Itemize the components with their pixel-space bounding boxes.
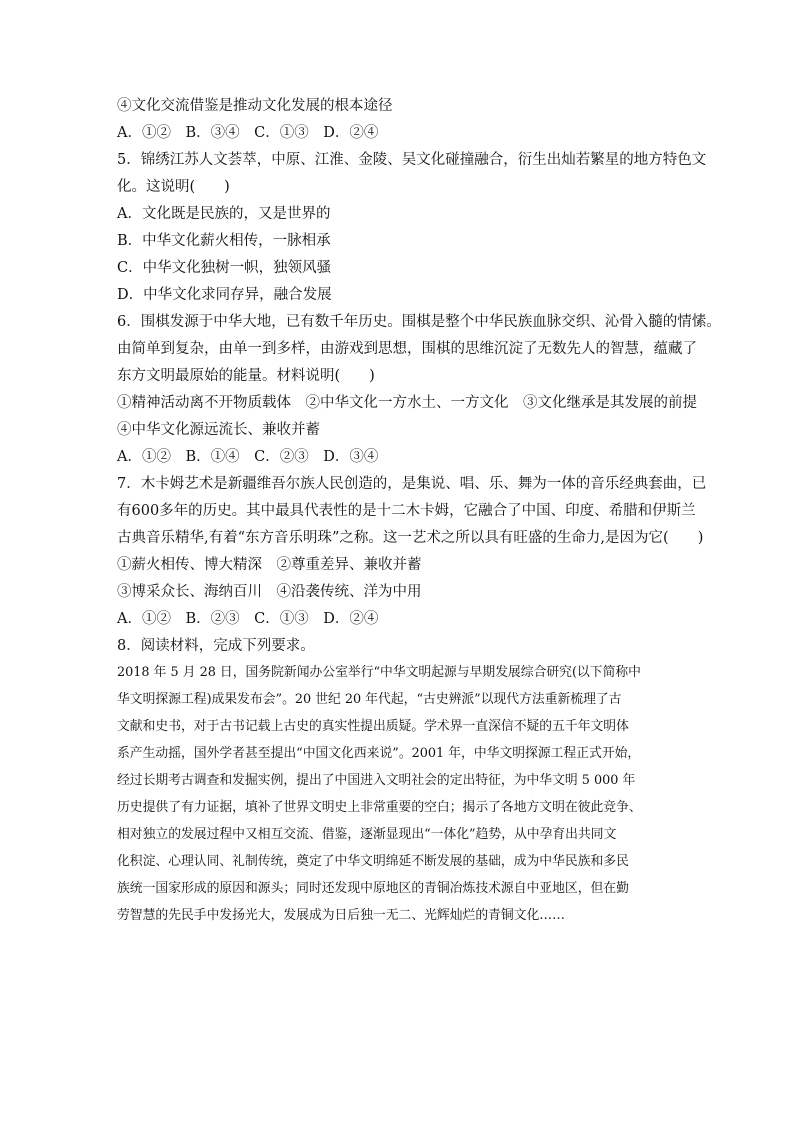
q5-choice-c: C．中华文化独树一帜，独领风骚 (117, 260, 332, 276)
q7-stem-line-3: 古典音乐精华,有着“东方音乐明珠”之称。这一艺术之所以具有旺盛的生命力,是因为它( ) (117, 530, 704, 546)
material-line-7: 相对独立的发展过程中又相互交流、借鉴，逐渐显现出“一体化”趋势，从中孕育出共同文 (117, 827, 617, 842)
material-line-3: 文献和史书，对于古书记载上古史的真实性提出质疑。学术界一直深信不疑的五千年文明体 (117, 719, 629, 734)
q6-option-4: ④中华文化源远流长、兼收并蓄 (117, 422, 320, 438)
q7-stem-line-2: 有600多年的历史。其中最具代表性的是十二木卡姆，它融合了中国、印度、希腊和伊斯兰 (117, 503, 696, 519)
q5-choice-d: D．中华文化求同存异，融合发展 (117, 287, 332, 303)
material-line-4: 系产生动摇，国外学者甚至提出“中国文化西来说”。2001 年，中华文明探源工程正式开始， (117, 746, 641, 761)
material-line-5: 经过长期考古调查和发掘实例，提出了中国进入文明社会的定出特征，为中华文明 5 000 年 (117, 773, 636, 788)
material-line-8: 化积淀、心理认同、礼制传统，奠定了中华文明绵延不断发展的基础，成为中华民族和多民 (117, 854, 629, 869)
material-line-6: 历史提供了有力证据，填补了世界文明史上非常重要的空白；揭示了各地方文明在彼此竞争、 (117, 800, 642, 815)
q6-options-1-3: ①精神活动离不开物质载体 ②中华文化一方水土、一方文化 ③文化继承是其发展的前提 (117, 395, 697, 411)
q7-options-3-4: ③博采众长、海纳百川 ④沿袭传统、洋为中用 (117, 584, 422, 600)
q8-stem: 8．阅读材料，完成下列要求。 (117, 638, 315, 654)
material-line-2: 华文明探源工程)成果发布会”。20 世纪 20 年代起，“古史辨派”以现代方法重新梳理了古 (117, 692, 622, 707)
q6-stem-line-2: 由简单到复杂，由单一到多样，由游戏到思想，围棋的思维沉淀了无数先人的智慧，蕴藏了 (117, 341, 697, 357)
material-line-10: 劳智慧的先民手中发扬光大，发展成为日后独一无二、光辉灿烂的青铜文化…… (117, 908, 565, 923)
q6-stem-line-1: 6．围棋发源于中华大地，已有数千年历史。围棋是整个中华民族血脉交织、沁骨入髓的情愫。 (117, 314, 721, 330)
material-line-1: 2018 年 5 月 28 日，国务院新闻办公室举行“中华文明起源与早期发展综合研究(以下简称中 (117, 665, 641, 680)
q7-answer-choices: A．①② B．②③ C．①③ D．②④ (117, 611, 379, 627)
q6-answer-choices: A．①② B．①④ C．②③ D．③④ (117, 449, 379, 465)
material-line-9: 族统一国家形成的原因和源头；同时还发现中原地区的青铜冶炼技术源自中亚地区，但在勤 (117, 881, 629, 896)
q5-choice-a: A．文化既是民族的，又是世界的 (117, 206, 331, 222)
q4-answer-choices: A．①② B．③④ C．①③ D．②④ (117, 125, 379, 141)
q5-stem-line-2: 化。这说明( ) (117, 179, 230, 195)
q7-stem-line-1: 7．木卡姆艺术是新疆维吾尔族人民创造的，是集说、唱、乐、舞为一体的音乐经典套曲，已 (117, 476, 707, 492)
q5-choice-b: B．中华文化薪火相传，一脉相承 (117, 233, 331, 249)
q6-stem-line-3: 东方文明最原始的能量。材料说明( ) (117, 368, 375, 384)
q4-option-4: ④文化交流借鉴是推动文化发展的根本途径 (117, 98, 393, 114)
q5-stem-line-1: 5．锦绣江苏人文荟萃，中原、江淮、金陵、吴文化碰撞融合，衍生出灿若繁星的地方特色文 (117, 152, 707, 168)
q7-options-1-2: ①薪火相传、博大精深 ②尊重差异、兼收并蓄 (117, 557, 422, 573)
